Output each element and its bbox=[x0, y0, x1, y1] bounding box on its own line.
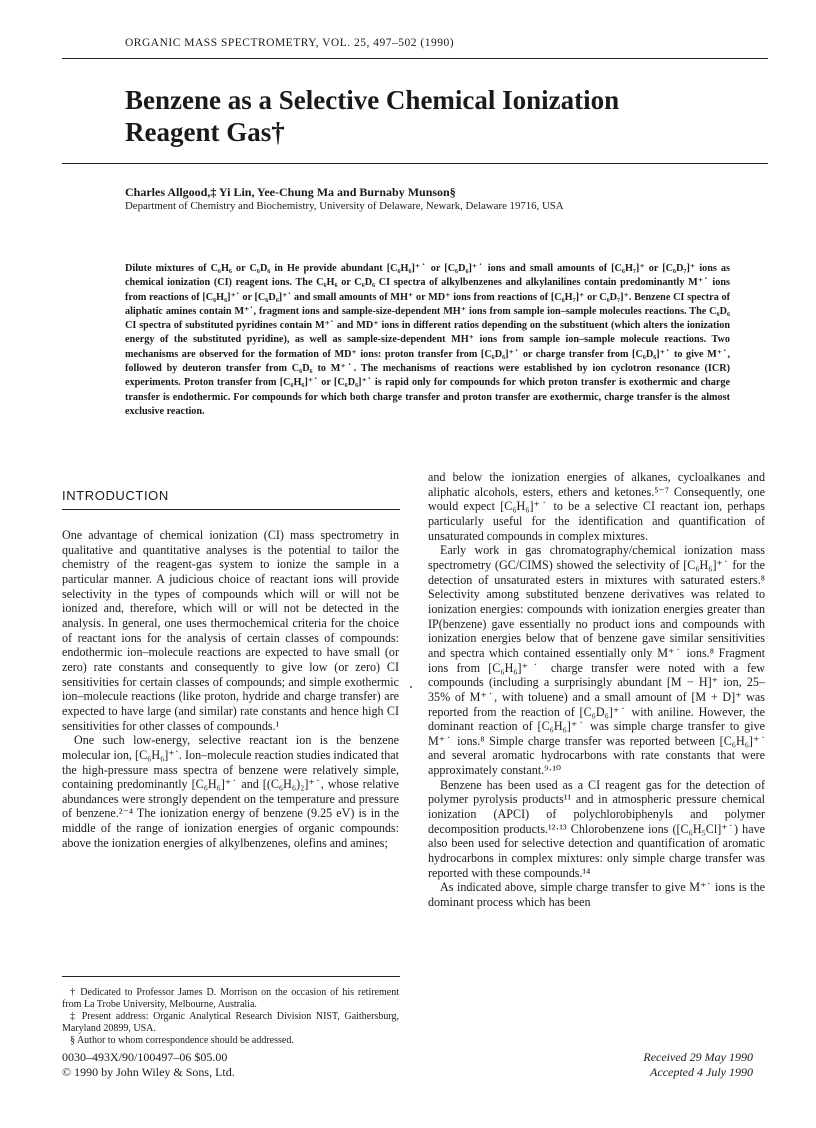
title-line-2: Reagent Gas† bbox=[125, 117, 285, 147]
paragraph: One advantage of chemical ionization (CI) mass spectrometry in qualitative and quantitative analyses is the potential to tailor the chemistry of the reagent-gas system to ionize the sample in a particular manner. A judicious choice of reactant ions will provide selectivity in the types of compounds which will or will not be ionized and, therefore, which will or will not be detected in the analysis. In general, one uses thermochemical criteria for the choice of reactant ions for the analysis of certain classes of compounds: endothermic ion–molecule reactions are expected to have small (or zero) rate constants and consequently to give low (or zero) CI sensitivities for certain classes of compounds; and simple exothermic ion–molecule reactions (like proton, hydride and charge transfer) are expected to have large (and similar) rate constants and hence high CI sensitivities for other classes of compounds.¹ bbox=[62, 528, 399, 733]
issn-price: 0030–493X/90/100497–06 $05.00 bbox=[62, 1050, 228, 1064]
copyright-line: © 1990 by John Wiley & Sons, Ltd. bbox=[62, 1065, 235, 1079]
footnote: † Dedicated to Professor James D. Morrison on the occasion of his retirement from La Trobe University, Melbourne, Australia. bbox=[62, 987, 399, 1010]
right-column bbox=[428, 470, 765, 910]
paragraph: As indicated above, simple charge transfer to give M⁺˙ ions is the dominant process which has been bbox=[428, 880, 765, 910]
received-date: Received 29 May 1990 bbox=[643, 1050, 753, 1064]
footnote: ‡ Present address: Organic Analytical Research Division NIST, Gaithersburg, Maryland 20899, USA. bbox=[62, 1011, 399, 1034]
running-head: ORGANIC MASS SPECTROMETRY, VOL. 25, 497–502 (1990) bbox=[125, 37, 455, 49]
paragraph: Early work in gas chromatography/chemical ionization mass spectrometry (GC/CIMS) showed the selectivity of [C₆H₆]⁺˙ for the detection of unsaturated esters in mixtures with saturated esters.⁸ Selectivity among substituted benzene derivatives was related to ionization energies: compounds with ionization energies greater than IP(benzene) gave essentially no product ions and compounds with ionization energies below that of benzene gave similar sensitivities and spectra which contained essentially only M⁺˙ ions.⁸ Fragment ions from [C₆H₆]⁺˙ charge transfer were noted with a few compounds (including a surprisingly abundant [M − H]⁺ ion, 25–35% of M⁺˙, with toluene) and a small amount of [M + D]⁺ was reported from the reaction of [C₆D₆]⁺˙ with aniline. However, the dominant reaction of [C₆H₆]⁺˙ was simple charge transfer to give M⁺˙ ions.⁸ Simple charge transfer was reported between [C₆H₆]⁺˙ and several aromatic hydrocarbons with rate constants that were approximately constant.⁹·¹⁰ bbox=[428, 543, 765, 778]
footnotes bbox=[62, 987, 399, 1047]
paragraph: and below the ionization energies of alkanes, cycloalkanes and aliphatic alcohols, esters, ethers and ketones.⁵⁻⁷ Consequently, one would expect [C₆H₆]⁺˙ to be a selective CI reactant ion, perhaps particularly useful for the identification and quantification of unsaturated compounds in complex mixtures. bbox=[428, 470, 765, 543]
paragraph: Benzene has been used as a CI reagent gas for the detection of polymer pyrolysis products¹¹ and in atmospheric pressure chemical ionization (APCI) of polychlorobiphenyls and polymer decomposition products.¹²·¹³ Chlorobenzene ions ([C₆H₅Cl]⁺˙) have also been used for selective detection and quantification of aromatic hydrocarbons in complex mixtures: only simple charge transfer was reported with these compounds.¹⁴ bbox=[428, 777, 765, 880]
article-title bbox=[125, 84, 765, 148]
section-heading: INTRODUCTION bbox=[62, 488, 169, 503]
paragraph: One such low-energy, selective reactant ion is the benzene molecular ion, [C₆H₆]⁺˙. Ion–molecule reaction studies indicated that the high-pressure mass spectra of benzene were relatively simple, containing predominantly [C₆H₆]⁺˙ and [(C₆H₆)₂]⁺˙, whose relative abundances were strongly dependent on the temperature and pressure of benzene.²⁻⁴ The ionization energy of benzene (9.25 eV) is in the middle of the range of ionization energies of organic compounds: above the ionization energies of alkylbenzenes, olefins and amines; bbox=[62, 733, 399, 850]
title-rule bbox=[62, 163, 768, 164]
stray-mark bbox=[410, 686, 412, 688]
left-column bbox=[62, 528, 399, 850]
publication-codes bbox=[62, 1050, 235, 1080]
section-rule bbox=[62, 509, 400, 510]
received-dates bbox=[560, 1050, 753, 1080]
footnote-rule bbox=[62, 976, 400, 977]
abstract: Dilute mixtures of C₆H₆ or C₆D₆ in He provide abundant [C₆H₆]⁺˙ or [C₆D₆]⁺˙ ions and small amounts of [C₆H₇]⁺ or [C₆D₇]⁺ ions as chemical ionization (CI) reagent ions. The C₆H₆ or C₆D₆ CI spectra of alkylbenzenes and alkylanilines contain predominantly M⁺˙ ions from reactions of [C₆H₆]⁺˙ or [C₆D₆]⁺˙ and small amounts of MH⁺ or MD⁺ ions from reactions of [C₆H₇]⁺ or C₆D₇]⁺. Benzene CI spectra of aliphatic amines contain M⁺˙, fragment ions and sample-size-dependent MH⁺ ions from sample ion–sample molecules reactions. The C₆D₆ CI spectra of substituted pyridines contain M⁺˙ and MD⁺ ions in different ratios depending on the substituent (which alters the ionization energy of the substituted pyridine), as well as sample-size-dependent MH⁺ ions from sample ion–sample molecule reactions. Two mechanisms are observed for the formation of MD⁺ ions: proton transfer from [C₆D₆]⁺˙ or charge transfer from [C₆D₆]⁺˙ to give M⁺˙, followed by deuteron transfer from C₆D₆ to M⁺˙. The mechanisms of reactions were established by ion cyclotron resonance (ICR) experiments. Proton transfer from [C₆H₆]⁺˙ or [C₆D₆]⁺˙ is rapid only for compounds for which proton transfer is exothermic and charge transfer is endothermic. For compounds for which both charge transfer and proton transfer are exothermic, charge transfer is the almost exclusive reaction. bbox=[125, 263, 730, 417]
footnote: § Author to whom correspondence should be addressed. bbox=[70, 1035, 294, 1046]
author-list: Charles Allgood,‡ Yi Lin, Yee-Chung Ma and Burnaby Munson§ bbox=[125, 185, 456, 199]
accepted-date: Accepted 4 July 1990 bbox=[650, 1065, 753, 1079]
header-rule bbox=[62, 58, 768, 59]
title-line-1: Benzene as a Selective Chemical Ionization bbox=[125, 85, 620, 115]
affiliation: Department of Chemistry and Biochemistry, University of Delaware, Newark, Delaware 19716, USA bbox=[125, 200, 564, 212]
